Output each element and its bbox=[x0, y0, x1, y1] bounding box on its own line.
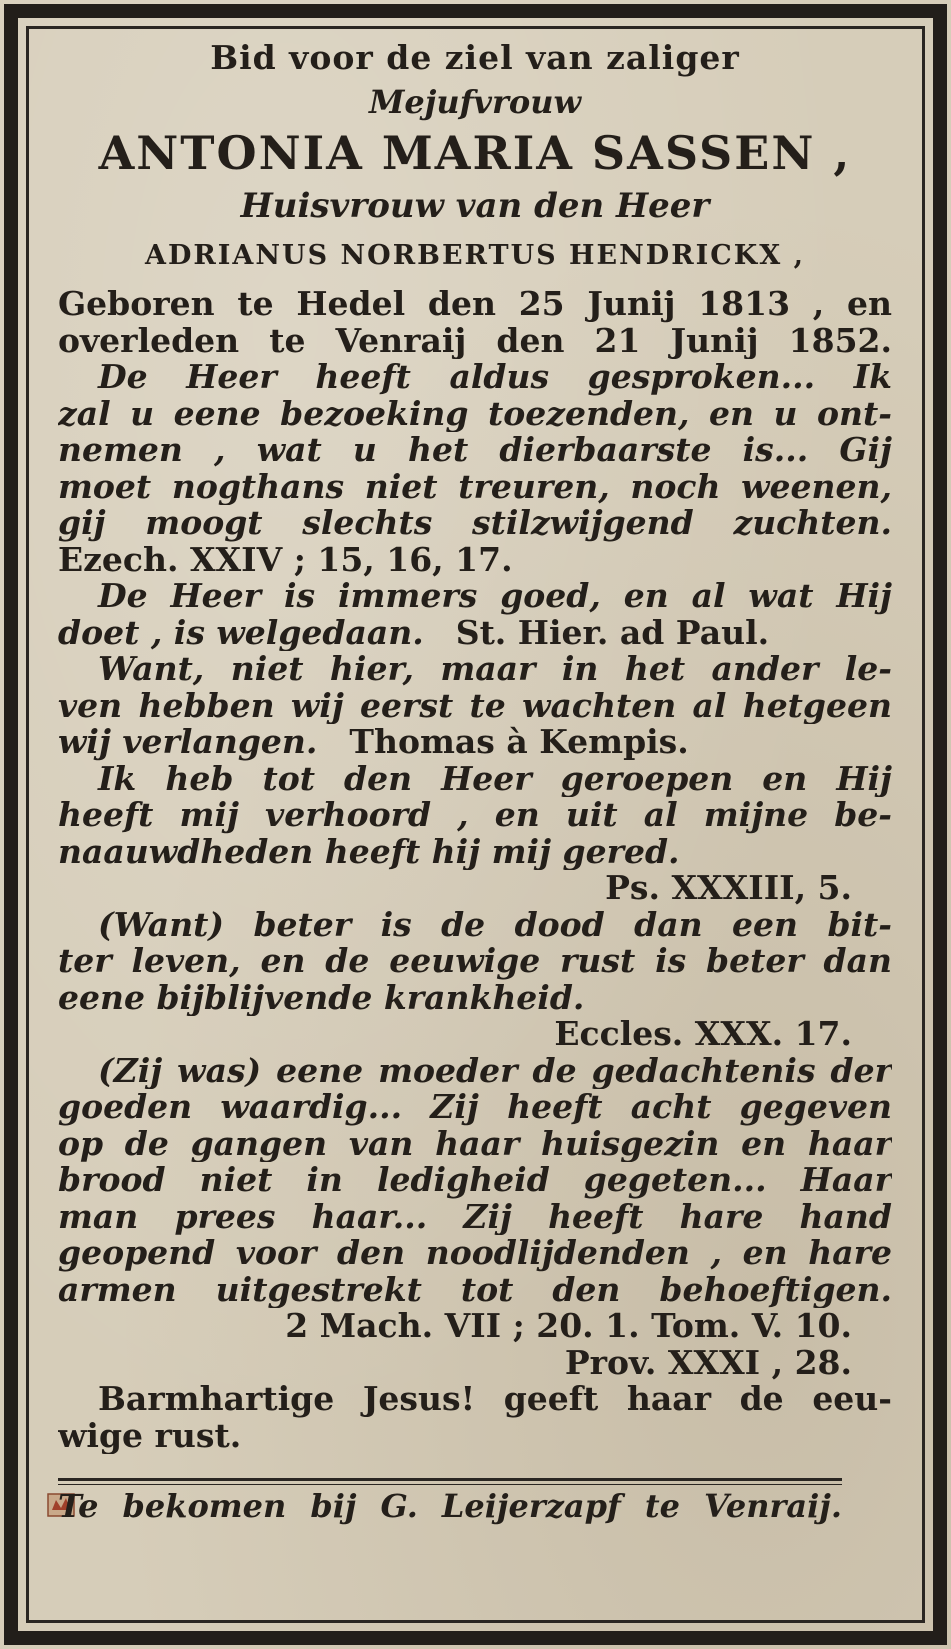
passage-reference: Eccles. XXX. 17. bbox=[554, 1016, 852, 1053]
passage-reference: 2 Mach. VII ; 20. 1. Tom. V. 10. bbox=[285, 1308, 852, 1345]
title-mejufvrouw: Mejufvrouw bbox=[369, 83, 581, 121]
passage-line: De Heer heeft aldus gesproken... Ik bbox=[98, 359, 892, 396]
printer-footer: Te bekomen bij G. Leijerzapf te Venraij. bbox=[58, 1487, 842, 1525]
prayer-heading: Bid voor de ziel van zaliger bbox=[210, 38, 740, 77]
spouse-name: ADRIANUS NORBERTUS HENDRICKX , bbox=[145, 240, 805, 271]
passage-line: (Zij was) eene moeder de gedachtenis der bbox=[98, 1052, 892, 1089]
passage-text: doet , is welgedaan. bbox=[58, 614, 424, 651]
death-line: overleden te Venraij den 21 Junij 1852. bbox=[58, 322, 892, 359]
passage-line: moet nogthans niet treuren, noch weenen, bbox=[58, 468, 892, 505]
passage-source: Thomas à Kempis. bbox=[349, 724, 689, 761]
passage-line: geopend voor den noodlijdenden , en hare bbox=[58, 1235, 892, 1272]
passage-line: naauwdheden heeft hij mij gered. bbox=[58, 833, 680, 870]
passage-line: armen uitgestrekt tot den behoeftigen. bbox=[58, 1271, 892, 1308]
passage-source: St. Hier. ad Paul. bbox=[455, 614, 770, 651]
passage-line: Want, niet hier, maar in het ander le- bbox=[98, 651, 892, 688]
passage-line-with-source bbox=[58, 615, 892, 652]
passage-line: De Heer is immers goed, en al wat Hij bbox=[98, 578, 892, 615]
passage-line: heeft mij verhoord , en uit al mijne be- bbox=[58, 797, 892, 834]
spouse-intro: Huisvrouw van den Heer bbox=[240, 186, 710, 226]
passage-line: (Want) beter is de dood dan een bit- bbox=[98, 906, 892, 943]
passage-line: zal u eene bezoeking toezenden, en u ont- bbox=[58, 395, 892, 432]
passage-text: wij verlangen. bbox=[58, 724, 318, 761]
scripture-passages bbox=[58, 359, 892, 1381]
passage-line: nemen , wat u het dierbaarste is... Gij bbox=[58, 432, 892, 469]
closing-prayer-line-2: wige rust. bbox=[58, 1417, 242, 1454]
passage-line: brood niet in ledigheid gegeten... Haar bbox=[58, 1162, 892, 1199]
passage-line: Ik heb tot den Heer geroepen en Hij bbox=[98, 760, 892, 797]
passage-line: eene bijblijvende krankheid. bbox=[58, 979, 585, 1016]
closing-prayer-line-1: Barmhartige Jesus! geeft haar de eeu- bbox=[98, 1381, 892, 1418]
passage-reference: Ps. XXXIII, 5. bbox=[605, 870, 852, 907]
birth-line: Geboren te Hedel den 25 Junij 1813 , en bbox=[58, 286, 892, 323]
deceased-name: ANTONIA MARIA SASSEN , bbox=[98, 126, 852, 180]
passage-reference: Ezech. XXIV ; 15, 16, 17. bbox=[58, 541, 513, 578]
passage-line: goeden waardig... Zij heeft acht gegeven bbox=[58, 1089, 892, 1126]
passage-reference: Prov. XXXI , 28. bbox=[564, 1344, 852, 1381]
card-text bbox=[58, 36, 892, 1454]
passage-line: ter leven, en de eeuwige rust is beter dan bbox=[58, 943, 892, 980]
passage-line: gij moogt slechts stilzwijgend zuchten. bbox=[58, 505, 892, 542]
passage-line: ven hebben wij eerst te wachten al hetgeen bbox=[58, 687, 892, 724]
passage-line: op de gangen van haar huisgezin en haar bbox=[58, 1125, 892, 1162]
passage-line-with-source bbox=[58, 724, 892, 761]
passage-line: man prees haar... Zij heeft hare hand bbox=[58, 1198, 892, 1235]
